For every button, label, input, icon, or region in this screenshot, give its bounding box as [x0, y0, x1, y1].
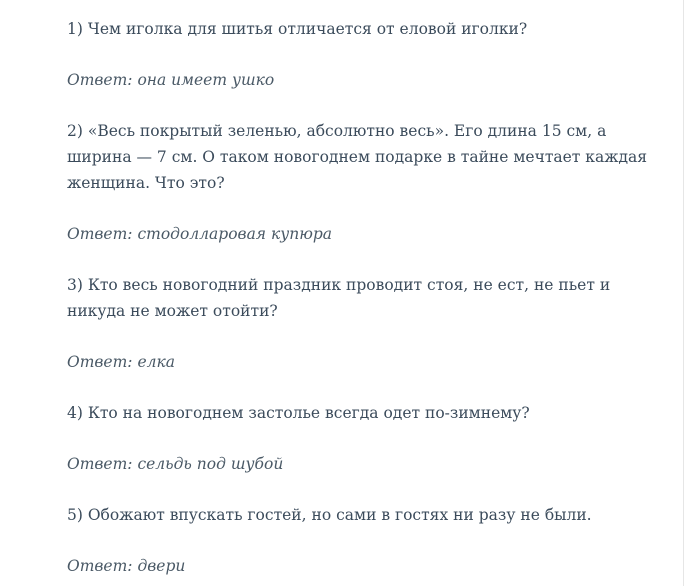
riddle-answer: Ответ: она имеет ушко [67, 71, 275, 89]
riddle-question: 5) Обожают впускать гостей, но сами в гостях ни разу не были. [67, 506, 592, 524]
riddle-question: 4) Кто на новогоднем застолье всегда одет по-зимнему? [67, 404, 530, 422]
riddle-question: 1) Чем иголка для шитья отличается от еловой иголки? [67, 20, 528, 38]
riddle-answer: Ответ: двери [67, 557, 186, 575]
riddle-list [67, 16, 657, 579]
riddle-answer: Ответ: стодолларовая купюра [67, 225, 333, 243]
riddle-question: 2) «Весь покрытый зеленью, абсолютно весь». Его длина 15 см, а ширина — 7 см. О таком новогоднем подарке в тайне мечтает каждая женщина. Что это? [67, 122, 648, 192]
riddle-answer: Ответ: сельдь под шубой [67, 455, 284, 473]
riddle-answer: Ответ: елка [67, 353, 175, 371]
riddle-question: 3) Кто весь новогодний праздник проводит стоя, не ест, не пьет и никуда не может отойти? [67, 276, 611, 320]
